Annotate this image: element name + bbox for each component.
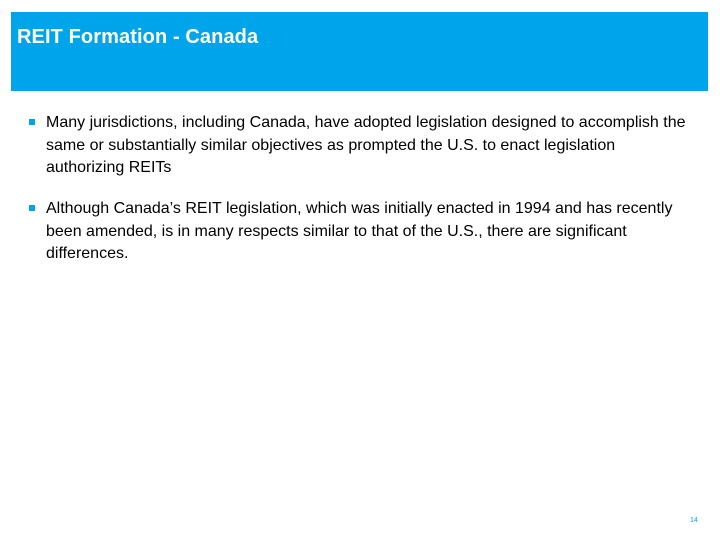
title-banner	[11, 12, 708, 91]
bullet-text: Although Canada’s REIT legislation, which was initially enacted in 1994 and has recently been amended, is in many respects similar to that of the U.S., there are significant differences.	[46, 200, 673, 263]
page-number: 14	[690, 517, 698, 524]
square-bullet-icon	[29, 119, 35, 125]
square-bullet-icon	[29, 205, 35, 211]
bullet-item	[29, 198, 689, 266]
bullet-item	[29, 112, 689, 180]
bullet-text: Many jurisdictions, including Canada, have adopted legislation designed to accomplish the same or substantially similar objectives as prompted the U.S. to enact legislation authorizing REITs	[46, 114, 686, 177]
slide-title: REIT Formation - Canada	[17, 26, 259, 48]
